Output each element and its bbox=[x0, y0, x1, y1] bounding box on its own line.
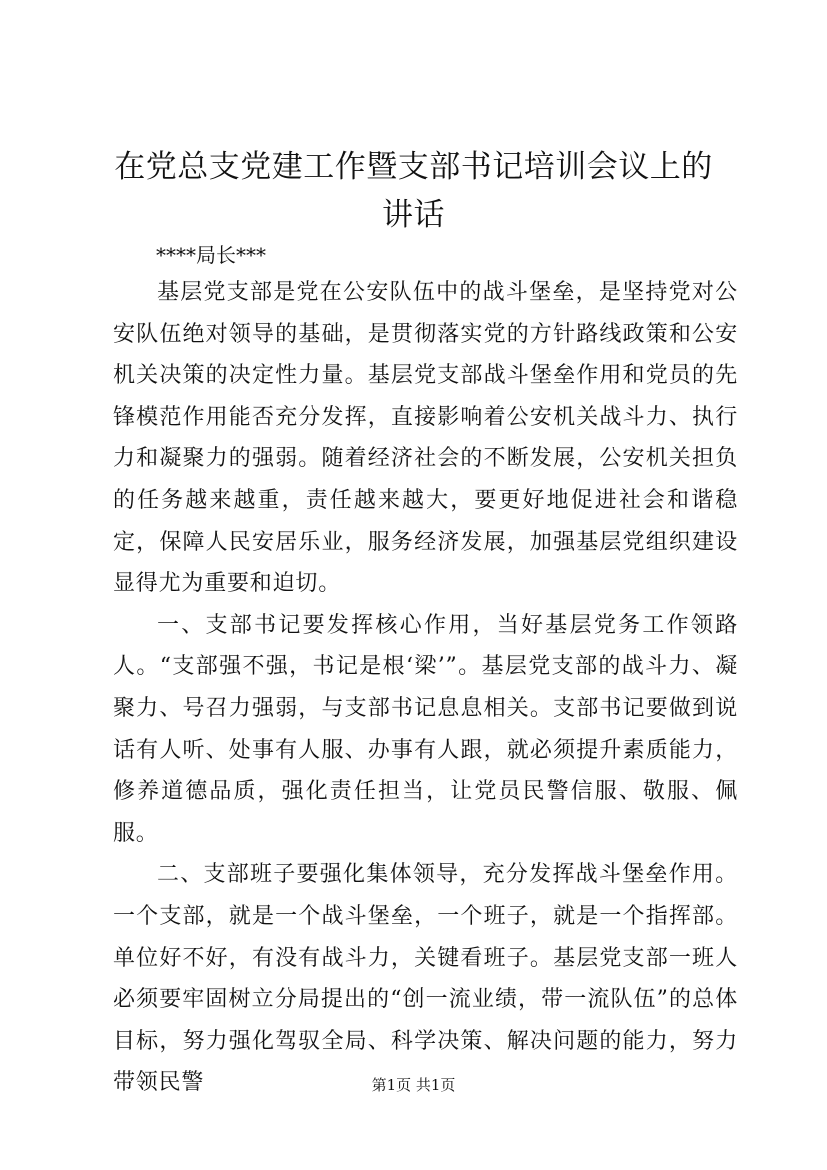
page-footer: 第1页 共1页 bbox=[371, 1076, 456, 1094]
document-title: 在党总支党建工作暨支部书记培训会议上的讲话 bbox=[114, 149, 713, 233]
paragraph-intro: 基层党支部是党在公安队伍中的战斗堡垒，是坚持党对公安队伍绝对领导的基础，是贯彻落实党的方针路线政策和公安机关决策的决定性力量。基层党支部战斗堡垒作用和党员的先锋模范作用能否充分发挥，直接影响着公安机关战斗力、执行力和凝聚力的强弱。随着经济社会的不断发展，公安机关担负的任务越来越重，责任越来越大，要更好地促进社会和谐稳定，保障人民安居乐业，服务经济发展，加强基层党组织建设显得尤为重要和迫切。 bbox=[113, 280, 738, 597]
author-line: ****局长*** bbox=[156, 243, 266, 267]
document-body bbox=[113, 272, 738, 1104]
paragraph-section-one: 一、支部书记要发挥核心作用，当好基层党务工作领路人。“支部强不强，书记是根‘梁’”。基层党支部的战斗力、凝聚力、号召力强弱，与支部书记息息相关。支部书记要做到说话有人听、处事有人服、办事有人跟，就必须提升素质能力，修养道德品质，强化责任担当，让党员民警信服、敬服、佩服。 bbox=[113, 612, 738, 846]
paragraph-section-two: 二、支部班子要强化集体领导，充分发挥战斗堡垒作用。一个支部，就是一个战斗堡垒，一个班子，就是一个指挥部。单位好不好，有没有战斗力，关键看班子。基层党支部一班人必须要牢固树立分局提出的“创一流业绩，带一流队伍”的总体目标，努力强化驾驭全局、科学决策、解决问题的能力，努力带领民警 bbox=[113, 862, 738, 1096]
